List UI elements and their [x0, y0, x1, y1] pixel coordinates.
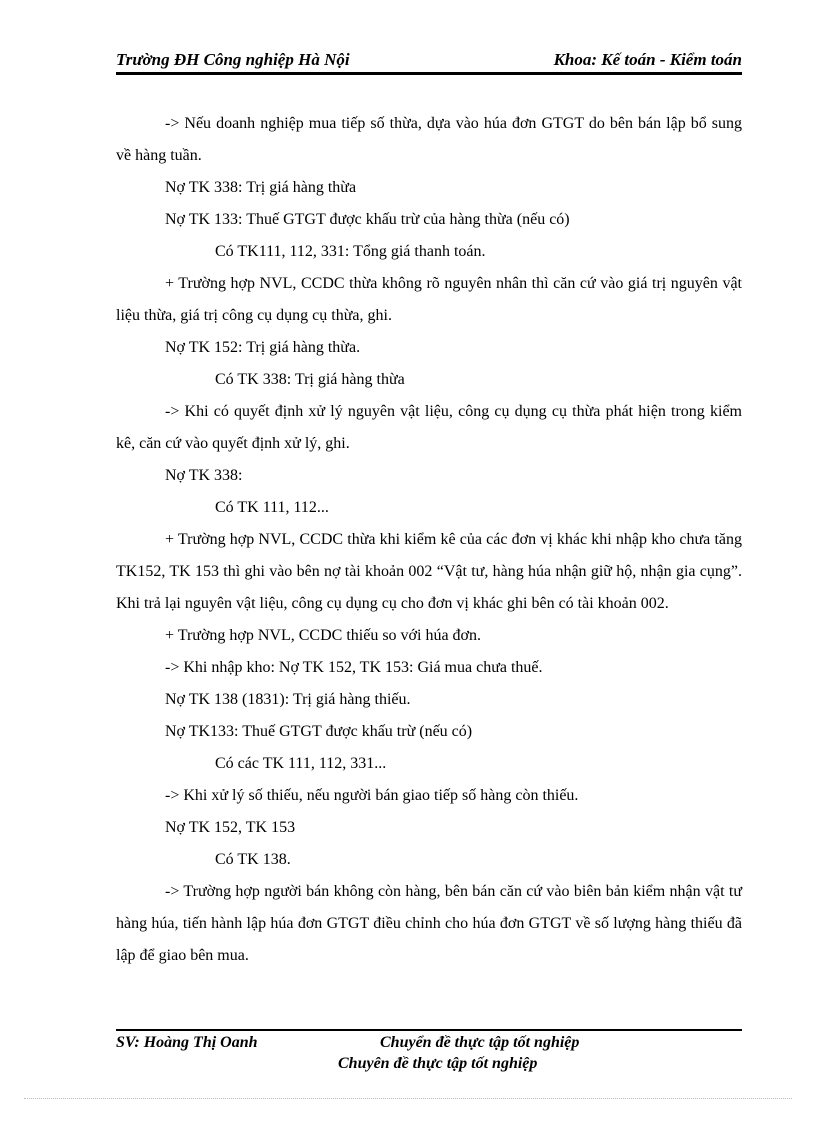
line-handle-shortage: -> Khi xử lý số thiếu, nếu người bán giao tiếp số hàng còn thiếu.	[165, 787, 579, 804]
footer-title-1: Chuyển đề thực tập tốt nghiệp	[380, 1034, 580, 1051]
header-school: Trường ĐH Công nghiệp Hà Nội	[116, 50, 350, 69]
entry-credit-111-112: Có TK 111, 112...	[215, 499, 329, 516]
footer-rule	[116, 1029, 742, 1031]
page-header	[116, 46, 742, 74]
page-body	[116, 108, 742, 972]
paragraph-surplus-decision: -> Khi có quyết định xử lý nguyên vật liệu, công cụ dụng cụ thừa phát hiện trong kiểm kê, căn cứ vào quyết định xử lý, ghi.	[116, 403, 742, 452]
line-shortage-case: + Trường hợp NVL, CCDC thiếu so với húa đơn.	[165, 627, 482, 644]
footer-title-2: Chuyên đề thực tập tốt nghiệp	[338, 1055, 538, 1072]
entry-credit-138: Có TK 138.	[215, 851, 291, 868]
entry-debit-338: Nợ TK 338: Trị giá hàng thừa	[165, 179, 357, 196]
entry-credit-various: Có các TK 111, 112, 331...	[215, 755, 387, 772]
page-bottom-dotted-line	[24, 1098, 792, 1099]
paragraph-surplus-other-units: + Trường hợp NVL, CCDC thừa khi kiểm kê của các đơn vị khác khi nhập kho chưa tăng TK152, TK 153 thì ghi vào bên nợ tài khoản 002 “Vật tư, hàng húa nhận giữ hộ, nhận gia cụng”. Khi trả lại nguyên vật liệu, công cụ dụng cụ cho đơn vị khác ghi bên có tài khoản 002.	[116, 531, 742, 612]
entry-debit-152: Nợ TK 152: Trị giá hàng thừa.	[165, 339, 361, 356]
footer-student: SV: Hoàng Thị Oanh	[116, 1034, 258, 1051]
paragraph-surplus-unknown: + Trường hợp NVL, CCDC thừa không rõ nguyên nhân thì căn cứ vào giá trị nguyên vật liệu thừa, giá trị công cụ dụng cụ thừa, ghi.	[116, 275, 742, 324]
entry-debit-138: Nợ TK 138 (1831): Trị giá hàng thiếu.	[165, 691, 411, 708]
entry-debit-152-153: Nợ TK 152, TK 153	[165, 819, 296, 836]
header-rule	[116, 72, 742, 75]
header-faculty: Khoa: Kế toán - Kiểm toán	[553, 50, 742, 69]
line-on-receipt: -> Khi nhập kho: Nợ TK 152, TK 153: Giá mua chưa thuế.	[165, 659, 543, 676]
paragraph-buy-surplus: -> Nếu doanh nghiệp mua tiếp số thừa, dựa vào húa đơn GTGT do bên bán lập bổ sung về hàng tuần.	[116, 115, 742, 164]
entry-debit-tk133: Nợ TK133: Thuế GTGT được khấu trừ (nếu có)	[165, 723, 473, 740]
entry-credit-338: Có TK 338: Trị giá hàng thừa	[215, 371, 405, 388]
entry-debit-133: Nợ TK 133: Thuế GTGT được khấu trừ của hàng thừa (nếu có)	[165, 211, 570, 228]
paragraph-seller-no-stock: -> Trường hợp người bán không còn hàng, bên bán căn cứ vào biên bản kiểm nhận vật tư hàng húa, tiến hành lập húa đơn GTGT điều chỉnh cho húa đơn GTGT về số lượng hàng thiếu đã lập để giao bên mua.	[116, 883, 742, 964]
entry-debit-338-b: Nợ TK 338:	[165, 467, 243, 484]
entry-credit-111-112-331: Có TK111, 112, 331: Tổng giá thanh toán.	[215, 243, 486, 260]
